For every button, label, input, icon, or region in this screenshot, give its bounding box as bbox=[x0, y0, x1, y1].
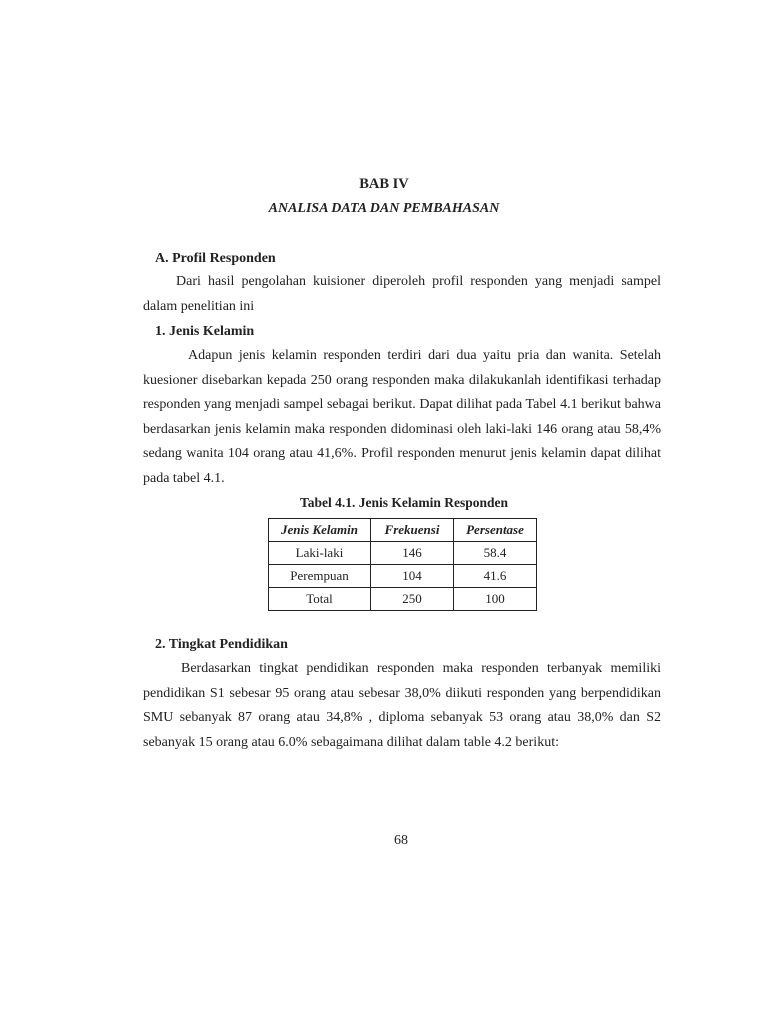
table-cell: 146 bbox=[371, 542, 454, 565]
gender-table bbox=[268, 518, 537, 611]
table-cell: Total bbox=[269, 588, 371, 611]
page-number: 68 bbox=[394, 833, 408, 848]
column-header: Persentase bbox=[454, 519, 537, 542]
column-header: Jenis Kelamin bbox=[269, 519, 371, 542]
table-row bbox=[269, 588, 537, 611]
table-cell: Perempuan bbox=[269, 565, 371, 588]
table-caption: Tabel 4.1. Jenis Kelamin Responden bbox=[299, 495, 509, 510]
table-row bbox=[269, 542, 537, 565]
table-cell: 104 bbox=[371, 565, 454, 588]
sub2-heading: 2. Tingkat Pendidikan bbox=[155, 637, 288, 652]
sub2-paragraph: Berdasarkan tingkat pendidikan responden maka responden terbanyak memiliki pendidikan S1 sebesar 95 orang atau sebesar 38,0% diikuti responden yang berpendidikan SMU sebanyak 87 orang atau 34,8% , diploma sebanyak 53 orang atau 38,0% dan S2 sebanyak 15 orang atau 6.0% sebagaimana dilihat dalam table 4.2 berikut: bbox=[143, 661, 661, 750]
column-header: Frekuensi bbox=[371, 519, 454, 542]
table-cell: 100 bbox=[454, 588, 537, 611]
table-cell: 41.6 bbox=[454, 565, 537, 588]
section-a-intro bbox=[143, 270, 661, 319]
sub1-heading: 1. Jenis Kelamin bbox=[155, 324, 255, 339]
sub1-body bbox=[143, 344, 661, 491]
section-a-intro-text: Dari hasil pengolahan kuisioner diperoleh profil responden yang menjadi sampel dalam penelitian ini bbox=[143, 274, 661, 314]
sub2-body bbox=[143, 657, 661, 755]
sub1-paragraph: Adapun jenis kelamin responden terdiri dari dua yaitu pria dan wanita. Setelah kuesioner disebarkan kepada 250 orang responden maka dilakukanlah identifikasi terhadap responden yang menjadi sampel sebagai berikut. Dapat dilihat pada Tabel 4.1 berikut bahwa berdasarkan jenis kelamin maka responden didominasi oleh laki-laki 146 orang atau 58,4% sedang wanita 104 orang atau 41,6%. Profil responden menurut jenis kelamin dapat dilihat pada tabel 4.1. bbox=[143, 348, 661, 486]
table-row bbox=[269, 565, 537, 588]
section-a-heading: A. Profil Responden bbox=[155, 251, 276, 266]
table-cell: 250 bbox=[371, 588, 454, 611]
table-cell: 58.4 bbox=[454, 542, 537, 565]
table-cell: Laki-laki bbox=[269, 542, 371, 565]
chapter-label: BAB IV bbox=[359, 176, 409, 192]
table-header-row bbox=[269, 519, 537, 542]
chapter-title: ANALISA DATA DAN PEMBAHASAN bbox=[268, 201, 500, 216]
